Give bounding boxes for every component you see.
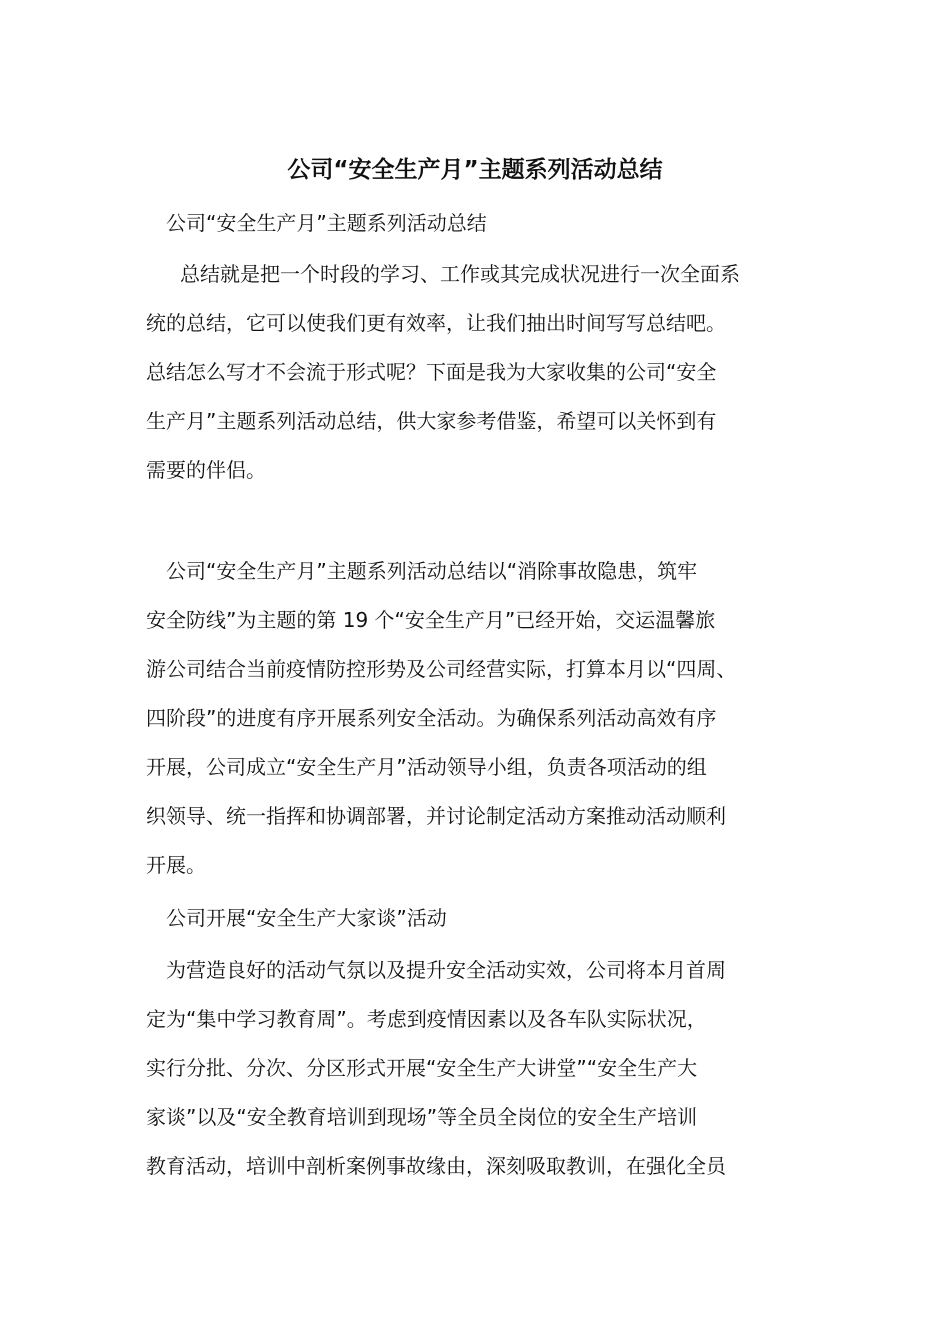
paragraph-line: 四阶段”的进度有序开展系列安全活动。为确保系列活动高效有序 (146, 706, 717, 730)
paragraph-line: 生产月”主题系列活动总结，供大家参考借鉴，希望可以关怀到有 (146, 409, 717, 433)
document-title: 公司“安全生产月”主题系列活动总结 (287, 157, 663, 183)
paragraph-line: 家谈”以及“安全教育培训到现场”等全员全岗位的安全生产培训 (146, 1105, 698, 1129)
paragraph-line: 公司“安全生产月”主题系列活动总结以“消除事故隐患，筑牢 (166, 559, 698, 583)
paragraph-line: 需要的伴侣。 (146, 458, 266, 482)
paragraph-line: 织领导、统一指挥和协调部署，并讨论制定活动方案推动活动顺利 (146, 804, 726, 828)
paragraph-line: 总结怎么写才不会流于形式呢？下面是我为大家收集的公司“安全 (146, 360, 717, 384)
paragraph-line: 定为“集中学习教育周”。考虑到疫情因素以及各车队实际状况， (146, 1007, 707, 1031)
paragraph-line: 教育活动，培训中剖析案例事故缘由，深刻吸取教训，在强化全员 (146, 1154, 726, 1178)
paragraph-line: 统的总结，它可以使我们更有效率，让我们抽出时间写写总结吧。 (146, 311, 726, 335)
paragraph-line: 开展。 (146, 853, 206, 877)
paragraph-line: 开展，公司成立“安全生产月”活动领导小组，负责各项活动的组 (146, 755, 707, 779)
paragraph-line: 游公司结合当前疫情防控形势及公司经营实际，打算本月以“四周、 (146, 657, 737, 681)
section-heading: 公司开展“安全生产大家谈”活动 (166, 906, 447, 930)
paragraph-line: 总结就是把一个时段的学习、工作或其完成状况进行一次全面系 (180, 262, 740, 286)
paragraph-line: 安全防线”为主题的第 19 个“安全生产月”已经开始，交运温馨旅 (146, 608, 716, 632)
paragraph-line: 为营造良好的活动气氛以及提升安全活动实效，公司将本月首周 (166, 958, 726, 982)
paragraph-line: 实行分批、分次、分区形式开展“安全生产大讲堂”“安全生产大 (146, 1056, 698, 1080)
subtitle-line: 公司“安全生产月”主题系列活动总结 (166, 211, 487, 235)
